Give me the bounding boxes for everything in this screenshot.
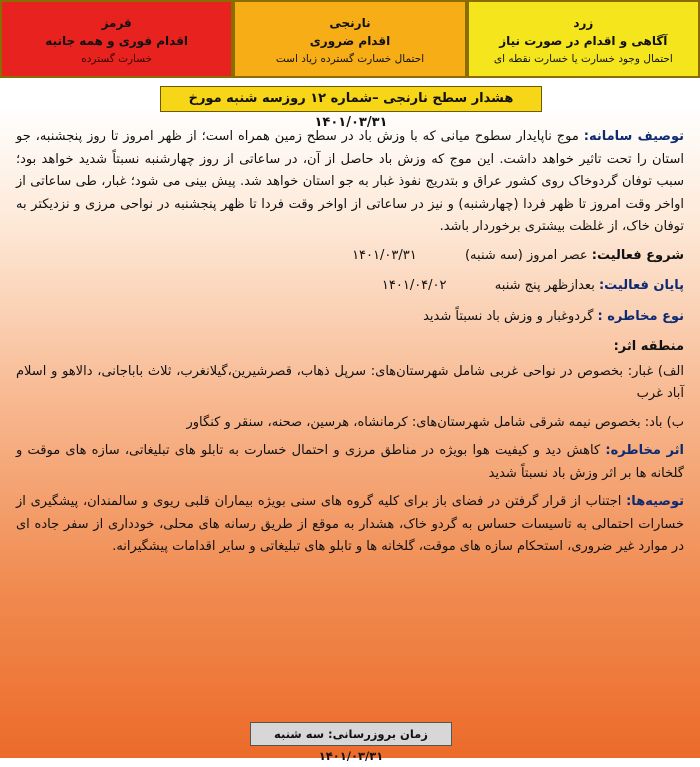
description-text: موج ناپایدار سطوح میانی که با وزش باد در سطح زمین همراه است؛ از ظهر امروز تا روز پنجشنبه، جو استان را تحت تاثیر خواهد داشت. این موج که وزش باد حاصل از آن، در ساعاتی از روز چهارشنبه نسبتاً شدید خواهد بود؛ سبب توفان گردوخاک روی کشور عراق و بتدریج نفوذ غبار به جو استان خواهد شد. پیش بینی می شود؛ غبار، طی ساعاتی از اواخر وقت امروز تا ظهر فردا (چهارشنبه) و نیز در ساعاتی از اواخر وقت فردا تا ظهر پنجشنبه در نواحی مرزی و نزدیکتر به توفان خاک، از غلظت بیشتری برخوردار باشد. [16,129,684,234]
hazard-text: گردوغبار و وزش باد نسبتاً شدید [423,308,594,324]
legend-orange-action: اقدام ضروری [309,34,391,48]
legend-yellow-effect: احتمال وجود خسارت یا خسارت نقطه ای [493,53,673,65]
end-label: پایان فعالیت: [598,278,684,293]
legend-yellow [467,0,700,78]
legend-red-effect: خسارت گسترده [81,53,153,65]
recommendations-paragraph [16,491,684,559]
description-paragraph [16,126,684,239]
legend-red-title: قرمز [101,16,132,30]
hazard-row [16,306,684,329]
effect-text: کاهش دید و کیفیت هوا بویژه در مناطق مرزی و احتمال خسارت به تابلو های تبلیغاتی، سازه های موقت و گلخانه ها بر اثر وزش باد نسبتاً شدید [16,443,684,481]
effect-label: اثر مخاطره: [605,443,684,458]
region-heading [16,336,684,359]
start-row [16,245,684,268]
legend-orange-effect: احتمال خسارت گسترده زیاد است [275,53,425,65]
region-label: منطقه اثر: [613,339,684,354]
region-b-text: ب) باد: بخصوص نیمه شرقی شامل شهرستان‌های: کرمانشاه، هرسین، صحنه، سنقر و کنگاور [186,414,684,430]
region-a-text: الف) غبار: بخصوص در نواحی غربی شامل شهرستان‌های: سرپل ذهاب، قصرشیرین،گیلانغرب، ثلاث باباجانی، دالاهو و اسلام آباد غرب [16,363,684,401]
start-when: عصر امروز (سه شنبه) [464,247,588,263]
legend-orange [233,0,466,78]
start-date: ۱۴۰۱/۰۳/۳۱ [352,247,417,263]
warning-banner: هشدار سطح نارنجی –شماره ۱۲ روزسه شنبه مورخ ۱۴۰۱/۰۳/۳۱ [160,86,542,112]
legend-yellow-action: آگاهی و اقدام در صورت نیاز [499,34,668,48]
start-label: شروع فعالیت: [591,247,684,263]
description-label: توصیف سامانه: [583,129,684,144]
legend-orange-title: نارنجی [329,16,371,30]
alert-level-legend [0,0,700,78]
effect-paragraph [16,440,684,485]
legend-red-action: اقدام فوری و همه جانبه [45,34,189,48]
end-row [16,275,684,298]
hazard-label: نوع مخاطره : [597,308,684,324]
legend-yellow-title: زرد [573,16,594,30]
end-date: ۱۴۰۱/۰۴/۰۲ [381,278,447,293]
legend-red [0,0,233,78]
warning-body [16,126,684,565]
update-time: زمان بروزرسانی: سه شنبه ۱۴۰۱/۰۳/۳۱ [250,722,452,746]
end-when: بعدازظهر پنج شنبه [494,278,595,293]
recommendations-label: توصیه‌ها: [626,494,684,509]
recommendations-text: اجتناب از قرار گرفتن در فضای باز برای کلیه گروه های سنی بویژه بیماران قلبی ریوی و سالمندان، پیشگیری از خسارات احتمالی به تاسیسات حساس به گردو خاک، هشدار به موقع از طریق رسانه های محلی، خودداری از سفر جاده ای در موارد غیر ضروری، استحکام سازه های موقت، گلخانه ها و تابلو های تبلیغاتی و سایر اقدامات پیشگیرانه. [16,494,684,554]
